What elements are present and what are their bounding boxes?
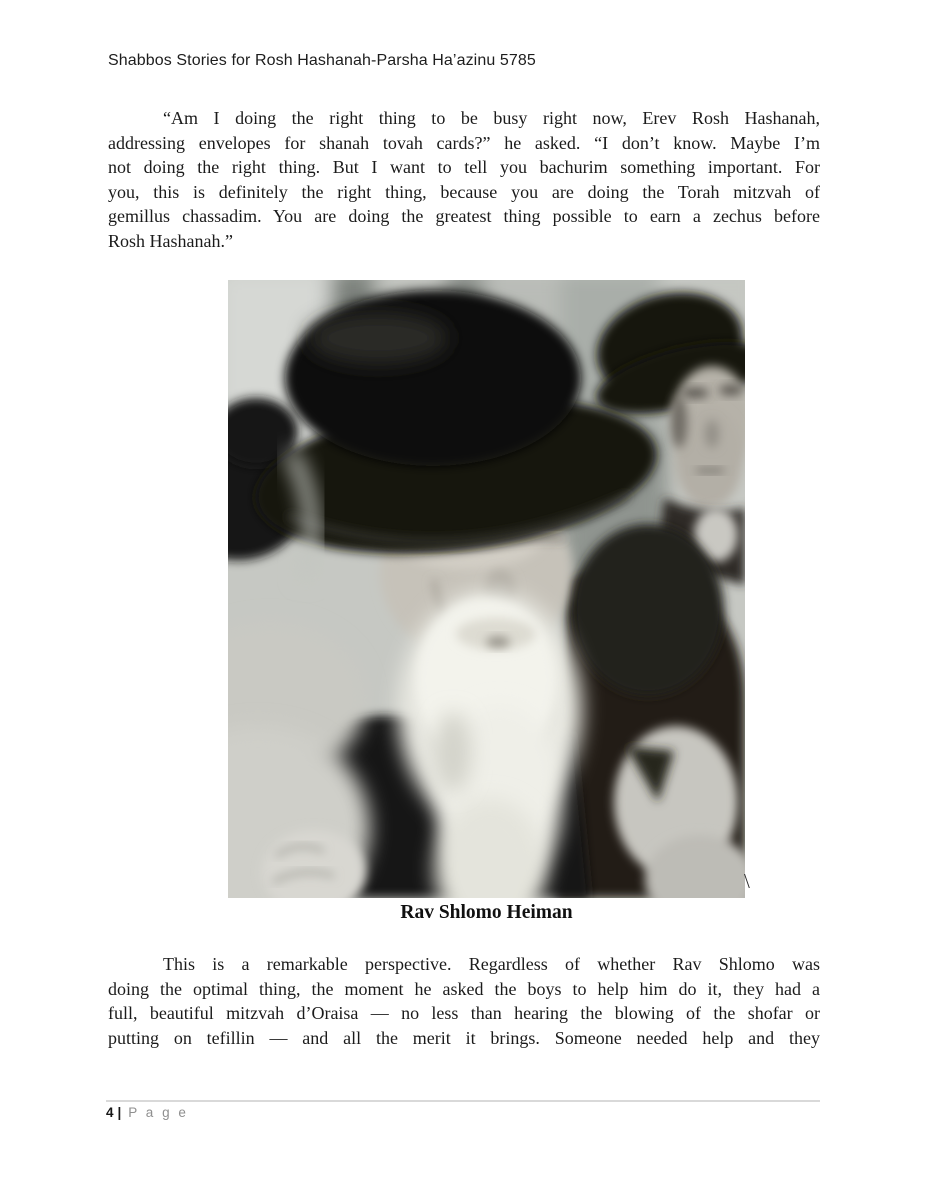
footer-page-label: P a g e [128,1105,189,1120]
rav-shlomo-heiman-photo [228,280,745,898]
footer-separator: | [117,1105,122,1120]
photo-caption: Rav Shlomo Heiman [400,902,573,923]
paragraph-line: not doing the right thing. But I want to tell you bachurim something important. For [108,157,820,178]
paragraph-line: putting on tefillin — and all the merit it brings. Someone needed help and they [108,1027,820,1048]
page-number: 4 [106,1105,114,1120]
footer-divider-rule [106,1100,820,1102]
paragraph-line: Rosh Hashanah.” [108,230,233,251]
page-footer [106,1105,188,1120]
paragraph-line: gemillus chassadim. You are doing the greatest thing possible to earn a zechus before [108,206,820,227]
paragraph-line: full, beautiful mitzvah d’Oraisa — no less than hearing the blowing of the shofar or [108,1003,820,1024]
paragraph-commentary [108,952,820,1050]
paragraph-line: you, this is definitely the right thing, because you are doing the Torah mitzvah of [108,181,820,202]
paragraph-line: addressing envelopes for shanah tovah cards?” he asked. “I don’t know. Maybe I’m [108,132,820,153]
page-header-title: Shabbos Stories for Rosh Hashanah-Parsha Ha’azinu 5785 [108,52,536,69]
paragraph-line: doing the optimal thing, the moment he asked the boys to help him do it, they had a [108,978,820,999]
stray-backslash-mark: \ [744,869,750,893]
paragraph-line: This is a remarkable perspective. Regardless of whether Rav Shlomo was [163,954,820,974]
paragraph-quote [108,106,820,254]
paragraph-line: “Am I doing the right thing to be busy right now, Erev Rosh Hashanah, [163,108,820,128]
photo-illustration [228,280,745,898]
